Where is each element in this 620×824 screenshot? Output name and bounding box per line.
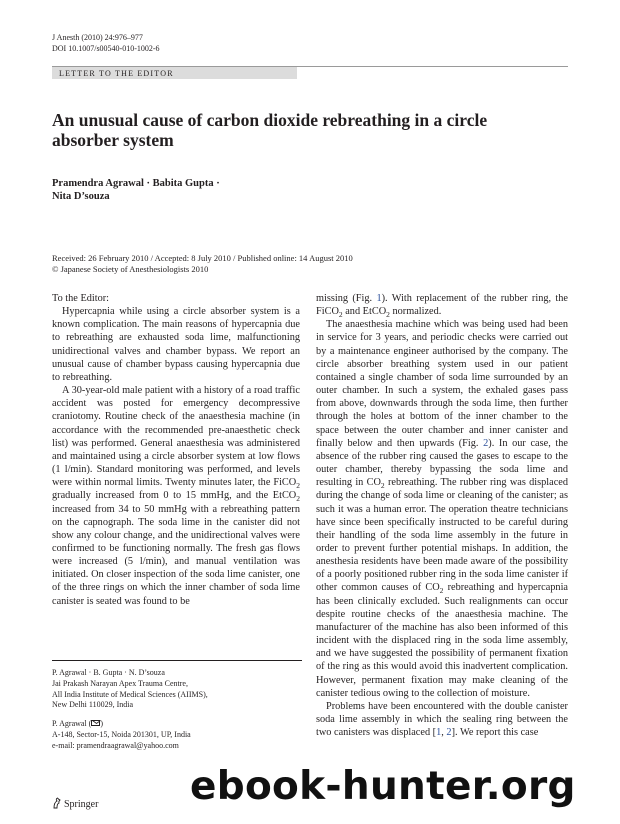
paragraph [316,318,568,700]
article-dates [52,253,353,275]
text-run: normalized. [389,306,442,318]
corr-name: P. Agrawal ( [52,719,92,729]
right-column [316,292,568,739]
text-run: rebreathing and hypercapnia has been clinically excluded. Such realignments can occur despite routine checks of the anaesthesia machine. The manufacturer of the machine has also been informed of this incident with the displaced ring in the soda lime assembly, and we have suggested the possibility of permanent fixation of the ring as this would avoid this inadvertent complication. However, permanent fixation may make cleaning of the canister tedious owing to the collection of moisture. [316,582,568,699]
subscript: 2 [338,310,343,320]
subscript: 2 [380,481,385,491]
text-run: ]. We report this case [451,727,539,739]
reference-link[interactable]: 1 [436,727,442,739]
figure-link[interactable]: 1 [376,293,382,304]
paragraph [52,384,300,608]
text-run: Hypercapnia while using a circle absorber system is a known complication. The main reasons of hypercapnia due to rebreathing are exhausted soda lime, malfunctioning unidirectional valves and chamber bypass. We report an unusual cause of chamber bypass causing hypercapnia due to rebreathing. [52,306,300,383]
text-run: and EtCO [342,306,387,318]
text-run: missing (Fig. [316,293,377,304]
doi: DOI 10.1007/s00540-010-1002-6 [52,44,160,53]
journal-info [52,32,160,54]
text-run: A 30-year-old male patient with a history of a road traffic accident was posted for emergency decompressive craniotomy. Routine check of the anaesthesia machine (in accordance with the recommended pre-anaesthetic check list) was performed. General anaesthesia was administered and maintained using a circle absorber system at low flows (1 l/min). Standard monitoring was performed, and levels were within normal limits. Twenty minutes later, the FiCO [52,385,300,489]
affiliation-line: New Delhi 110029, India [52,700,134,710]
subscript: 2 [439,586,444,596]
authors [52,177,220,203]
corr-address: A-148, Sector-15, Noida 201301, UP, India [52,729,191,739]
article-title: An unusual cause of carbon dioxide rebreathing in a circle absorber system [52,110,488,150]
affiliation-line: All India Institute of Medical Sciences (AIIMS), [52,689,208,699]
spacer [52,711,208,719]
subscript: 2 [386,310,390,320]
header-rule [297,66,568,67]
affiliation-names: P. Agrawal · B. Gupta · N. D’souza [52,668,165,677]
authors-line-1: Pramendra Agrawal · Babita Gupta · [52,178,220,189]
reference-link[interactable]: 2 [446,727,452,739]
copyright: © Japanese Society of Anesthesiologists 2010 [52,264,209,274]
text-run: increased from 34 to 50 mmHg with a rebreathing pattern on the capnograph. The soda lime in the canister did not show any colour change, and the unidirectional valves were confirmed to be functioning normally. The fresh gas flows were increased (5 l/min), and manual ventilation was initiated. On closer inspection of the soda lime canister, one of the three rings on which the inner chamber of soda lime canister is seated was found to be [52,503,300,607]
corr-email[interactable]: e-mail: pramendraagrawal@yahoo.com [52,740,179,750]
envelope-icon [91,720,100,726]
text-run: ). With replacement of the rubber ring, the FiCO [316,293,568,318]
figure-link[interactable]: 2 [483,437,489,449]
publisher-logo [52,795,98,810]
section-banner: LETTER TO THE EDITOR [52,66,297,79]
text-run: ). In our case, the absence of the rubber ring caused the gases to escape to the outer chamber, thereby bypassing the soda lime and resulting in CO [316,437,568,489]
text-run: , [441,727,447,739]
journal-citation: J Anesth (2010) 24:976–977 [52,33,143,42]
paragraph [316,292,568,318]
corr-close: ) [100,719,103,729]
text-run: Problems have been encountered with the double canister soda lime assembly in which the sealing ring between the two canisters was displaced [ [316,700,568,739]
affiliation-block [52,668,208,752]
affiliation-rule [52,660,302,661]
text-run: The anaesthesia machine which was being used had been in service for 3 years, and periodic checks were carried out by a maintenance engineer authorised by the company. The circle absorber breathing system used in our patient contained a single chamber of soda lime surrounded by an outer chamber. In such a system, the exhaled gases pass from above, downwards through the soda lime, then further through the holes at bottom of the inner chamber to the space between the outer chamber and inner canister and finally below and then upwards (Fig. [316,319,568,449]
text-run: gradually increased from 0 to 15 mmHg, and the EtCO [52,490,297,502]
subscript: 2 [296,494,300,504]
springer-horse-icon [52,797,62,809]
subscript: 2 [296,481,300,491]
salutation: To the Editor: [52,293,110,304]
corresponding-author [52,719,208,730]
paragraph [52,305,300,384]
publisher-name: Springer [64,799,99,810]
text-run: rebreathing. The rubber ring was displaced during the change of soda lime or cleaning of the canister; as such it was a human error. The operation theatre technicians have since been specifically instructed to be careful during their handling of the soda lime assembly in the future in order to prevent further potential mishaps. In addition, the anesthesia residents have been made aware of the possibility of a poorly positioned rubber ring in the soda lime canister if other common causes of CO [316,477,568,594]
watermark: ebook-hunter.org [190,764,576,809]
paragraph [316,700,568,739]
left-column [52,292,300,608]
history-dates: Received: 26 February 2010 / Accepted: 8 July 2010 / Published online: 14 August 2010 [52,253,353,263]
affiliation-line: Jai Prakash Narayan Apex Trauma Centre, [52,678,188,688]
authors-line-2: Nita D’souza [52,191,110,202]
